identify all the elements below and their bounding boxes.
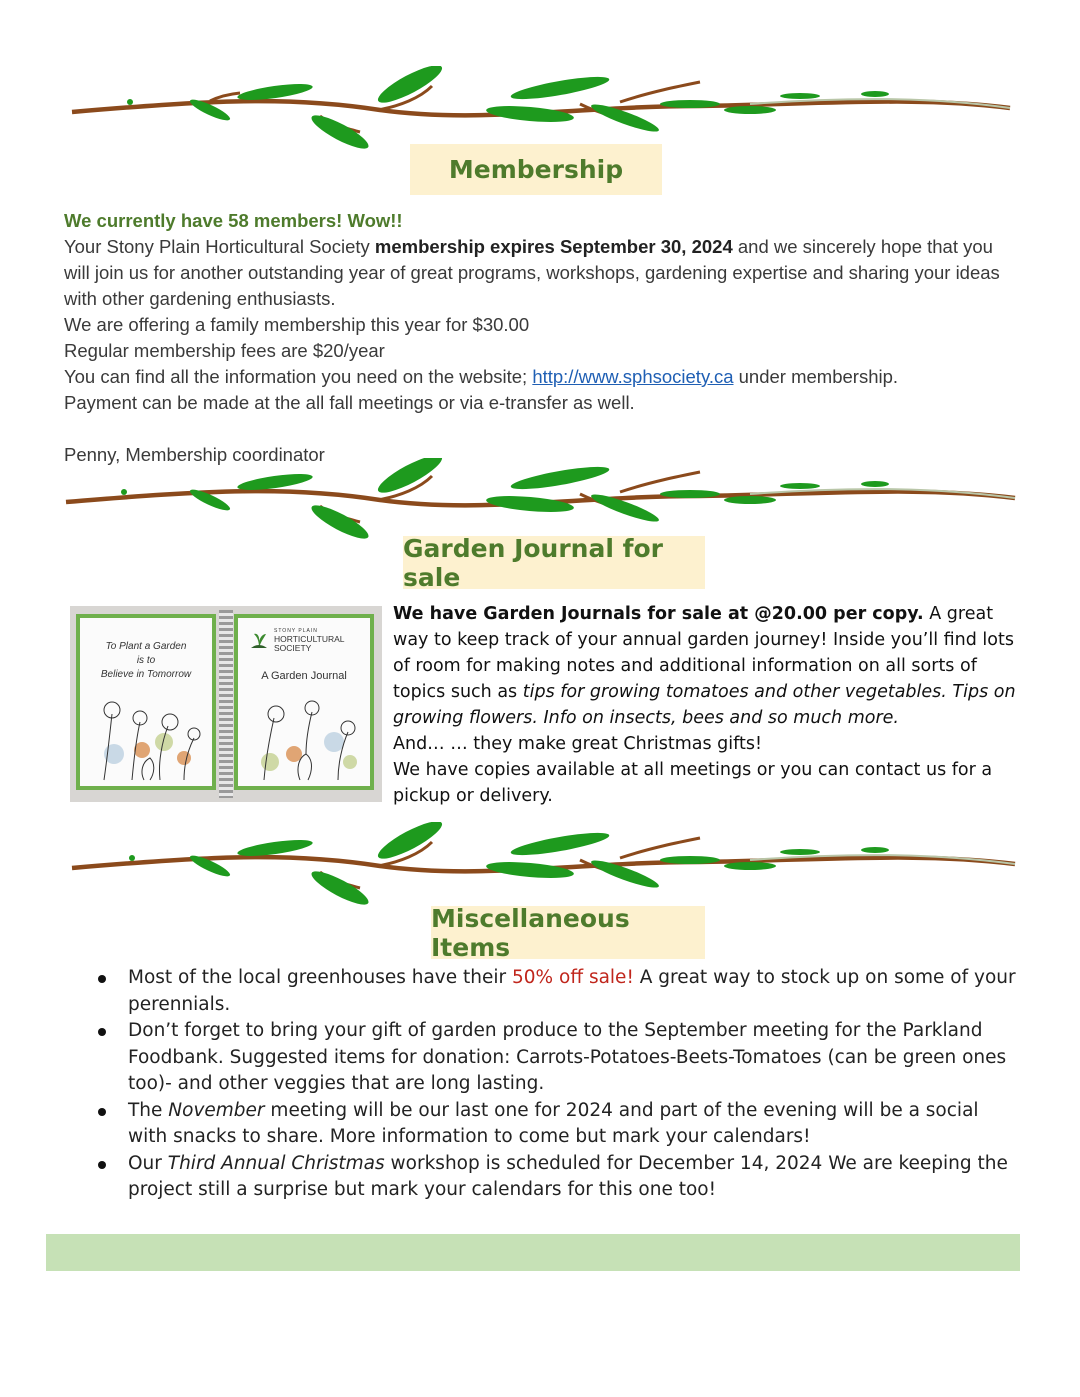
journal-left-page — [76, 614, 216, 790]
website-line — [64, 364, 1014, 390]
membership-heading — [410, 144, 662, 195]
quote-line-2: is to — [136, 655, 156, 666]
b3-italic: November — [168, 1099, 265, 1121]
b3-post: meeting will be our last one for 2024 and part of the evening will be a social with snacks to share. More information to come but mark your calendars! — [128, 1099, 979, 1147]
family-membership-line: We are offering a family membership this year for $30.00 — [64, 314, 530, 335]
b4-pre: Our — [128, 1152, 168, 1174]
journal-paragraph — [393, 601, 1018, 731]
logo-line-2: SOCIETY — [274, 643, 312, 653]
bullet-icon — [98, 1028, 106, 1036]
flower-illustration-icon — [242, 692, 366, 782]
spiral-binding — [219, 610, 233, 798]
journal-text-1: A great way to keep track of your annual garden journey! Inside you’ll find lots of room for making notes and additional information on all sorts of topics such as — [393, 604, 1014, 702]
bullet-icon — [98, 975, 106, 983]
misc-list-container — [64, 965, 1019, 1204]
misc-heading-text: Miscellaneous Items — [431, 903, 630, 962]
journal-heading — [403, 533, 705, 592]
membership-body — [64, 208, 1014, 468]
journal-price-bold: We have Garden Journals for sale at @20.00 per copy. — [393, 604, 924, 624]
footer-bar — [46, 1234, 1020, 1271]
vine-divider-icon — [60, 66, 1020, 156]
logo-small-text: STONY PLAIN — [274, 628, 318, 634]
list-item — [64, 965, 1019, 1018]
website-pre: You can find all the information you need on the website; — [64, 366, 533, 387]
b2-text: Don’t forget to bring your gift of garden produce to the September meeting for the Parkland Foodbank. Suggested items for donation: Carrots-Potatoes-Beets-Tomatoes (can be green ones too)- and other veggies that are long lasting. — [128, 1020, 1007, 1094]
b4-post: workshop is scheduled for December 14, 2024 We are keeping the project still a surprise but mark your calendars for this one too! — [128, 1152, 1008, 1200]
para1-post: and we sincerely hope that you will join us for another outstanding year of great programs, workshops, gardening expertise and sharing your ideas with other gardening enthusiasts. — [64, 236, 1000, 309]
expiry-date-bold: membership expires September 30, 2024 — [374, 236, 733, 257]
para1-pre: Your Stony Plain Horticultural Society — [64, 236, 375, 257]
b3-pre: The — [128, 1099, 169, 1121]
sale-red-text: 50% off sale! — [512, 967, 634, 988]
journal-photo — [70, 606, 382, 802]
b1-post: A great way to stock up on some of your perennials. — [128, 967, 1016, 1015]
journal-topics-italic: tips for growing tomatoes and other vegetables. Tips on growing flowers. Info on insects, bees and so much more. — [393, 682, 1016, 728]
quote-line-1: To Plant a Garden — [105, 641, 187, 652]
society-logo-icon — [248, 628, 270, 650]
quote-line-3: Believe in Tomorrow — [100, 669, 192, 680]
journal-cover-title: A Garden Journal — [261, 670, 347, 682]
list-item — [64, 1018, 1019, 1098]
membership-paragraph — [64, 234, 1014, 312]
signature: Penny, Membership coordinator — [64, 444, 325, 465]
flower-illustration-icon — [84, 692, 208, 782]
bullet-icon — [98, 1108, 106, 1116]
misc-bullet-list — [64, 965, 1019, 1204]
list-item — [64, 1151, 1019, 1204]
member-count-headline: We currently have 58 members! Wow!! — [64, 210, 403, 231]
journal-gifts-line: And… … they make great Christmas gifts! — [393, 734, 762, 754]
vine-divider-icon — [60, 822, 1020, 912]
membership-heading-text: Membership — [448, 155, 624, 184]
website-post: under membership. — [733, 366, 899, 387]
website-link[interactable]: http://www.sphsociety.ca — [532, 366, 734, 387]
payment-line: Payment can be made at the all fall meetings or via e-transfer as well. — [64, 392, 635, 413]
journal-body — [393, 601, 1018, 809]
b1-pre: Most of the local greenhouses have their — [128, 967, 512, 988]
journal-copies-line: We have copies available at all meetings or you can contact us for a pickup or delivery. — [393, 760, 993, 806]
journal-right-page — [234, 614, 374, 790]
bullet-icon — [98, 1161, 106, 1169]
b4-italic: Third Annual Christmas — [167, 1152, 385, 1174]
regular-fee-line: Regular membership fees are $20/year — [64, 340, 385, 361]
journal-heading-text: Garden Journal for sale — [403, 533, 663, 592]
misc-heading — [431, 903, 705, 962]
logo-line-1: HORTICULTURAL — [274, 634, 345, 644]
list-item — [64, 1098, 1019, 1151]
